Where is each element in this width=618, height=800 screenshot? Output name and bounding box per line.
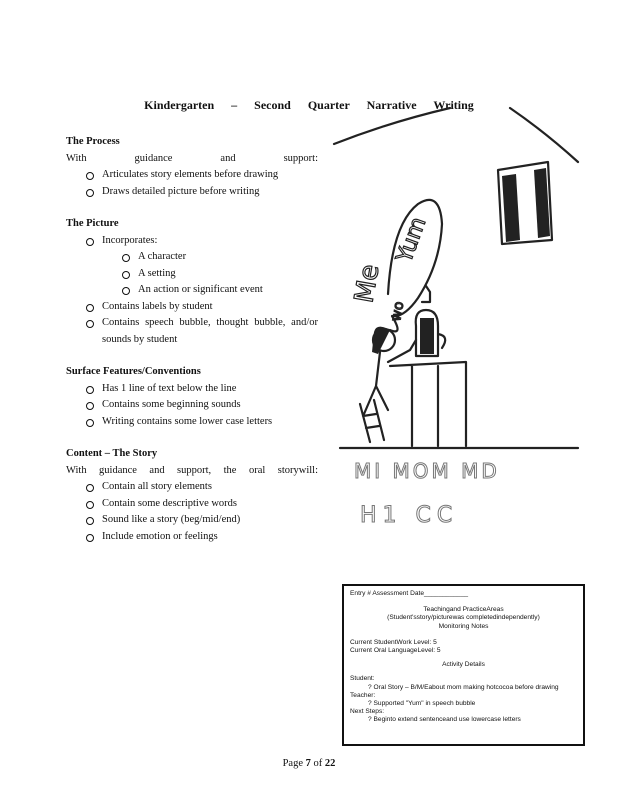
content-item: Include emotion or feelings bbox=[66, 529, 318, 546]
surface-item: Writing contains some lower case letters bbox=[66, 414, 318, 431]
content-heading: Content – The Story bbox=[66, 448, 158, 459]
pot-fill bbox=[420, 318, 434, 354]
content-intro: With guidance and support, the oral storywill: bbox=[66, 464, 318, 476]
oral-level: Current Oral LanguageLevel: 5 bbox=[350, 647, 441, 655]
page-total: 22 bbox=[324, 758, 336, 769]
student-label: Student: bbox=[350, 675, 375, 683]
picture-subitem: A character bbox=[66, 249, 318, 266]
surface-item: Contains some beginning sounds bbox=[66, 397, 318, 414]
page-of: of bbox=[313, 758, 323, 769]
picture-section bbox=[66, 216, 318, 348]
process-heading: The Process bbox=[66, 136, 120, 147]
page-footer bbox=[0, 758, 618, 769]
ladder bbox=[360, 400, 384, 442]
teaching-subheading: (Student'sstory/picturewas completedindependently) bbox=[387, 614, 540, 622]
picture-heading: The Picture bbox=[66, 218, 119, 229]
content-item: Contain all story elements bbox=[66, 479, 318, 496]
teaching-heading: Teachingand PracticeAreas bbox=[423, 606, 504, 614]
roof-line bbox=[510, 108, 578, 162]
work-level: Current StudentWork Level: 5 bbox=[350, 638, 437, 646]
girl-body bbox=[364, 340, 416, 414]
next-steps-note: ? Beginto extend sentenceand use lowercase letters bbox=[368, 716, 521, 724]
picture-subitem: An action or significant event bbox=[66, 282, 318, 299]
content-item: Contain some descriptive words bbox=[66, 496, 318, 513]
caption-line-2: H1 CC bbox=[360, 503, 459, 528]
page-number: 7 bbox=[305, 758, 311, 769]
caption-line-1: MI MOM MD bbox=[354, 459, 500, 483]
picture-item: Contains labels by student bbox=[66, 299, 318, 316]
content-item: Sound like a story (beg/mid/end) bbox=[66, 512, 318, 529]
content-list bbox=[66, 479, 318, 545]
rubric-column bbox=[66, 134, 318, 561]
picture-item: Contains speech bubble, thought bubble, and/or sounds by student bbox=[66, 315, 318, 348]
label-wo: wo bbox=[388, 300, 408, 323]
content-section bbox=[66, 446, 318, 545]
assessment-box bbox=[342, 584, 585, 746]
surface-heading: Surface Features/Conventions bbox=[66, 366, 201, 377]
next-steps-label: Next Steps: bbox=[350, 708, 385, 716]
student-drawing bbox=[330, 104, 580, 544]
page-prefix: Page bbox=[282, 758, 304, 769]
bubble-text: Yum bbox=[392, 213, 432, 267]
window-pane-shading bbox=[502, 174, 520, 242]
process-intro: With guidance and support: bbox=[66, 152, 318, 164]
picture-subitem: A setting bbox=[66, 266, 318, 283]
student-note: ? Oral Story – B/M/Eabout mom making hotcocoa before drawing bbox=[368, 683, 559, 691]
roof-line bbox=[334, 108, 450, 144]
window-pane-shading bbox=[534, 168, 550, 238]
teacher-label: Teacher: bbox=[350, 691, 376, 699]
teacher-note: ? Supported "Yum" in speech bubble bbox=[368, 700, 476, 708]
page-title: Kindergarten – Second Quarter Narrative Writing bbox=[144, 98, 474, 112]
label-me: Me bbox=[349, 262, 386, 306]
picture-list bbox=[66, 233, 318, 349]
process-item: Draws detailed picture before writing bbox=[66, 184, 318, 201]
surface-list bbox=[66, 381, 318, 431]
process-section bbox=[66, 134, 318, 200]
picture-item: Incorporates: bbox=[66, 233, 318, 250]
activity-heading: Activity Details bbox=[442, 661, 485, 669]
process-item: Articulates story elements before drawing bbox=[66, 167, 318, 184]
monitoring-heading: Monitoring Notes bbox=[438, 622, 489, 630]
process-list bbox=[66, 167, 318, 200]
surface-section bbox=[66, 364, 318, 430]
surface-item: Has 1 line of text below the line bbox=[66, 381, 318, 398]
window-shading bbox=[502, 168, 550, 242]
entry-line: Entry # Assessment Date____________ bbox=[350, 590, 469, 597]
counter bbox=[390, 362, 466, 446]
